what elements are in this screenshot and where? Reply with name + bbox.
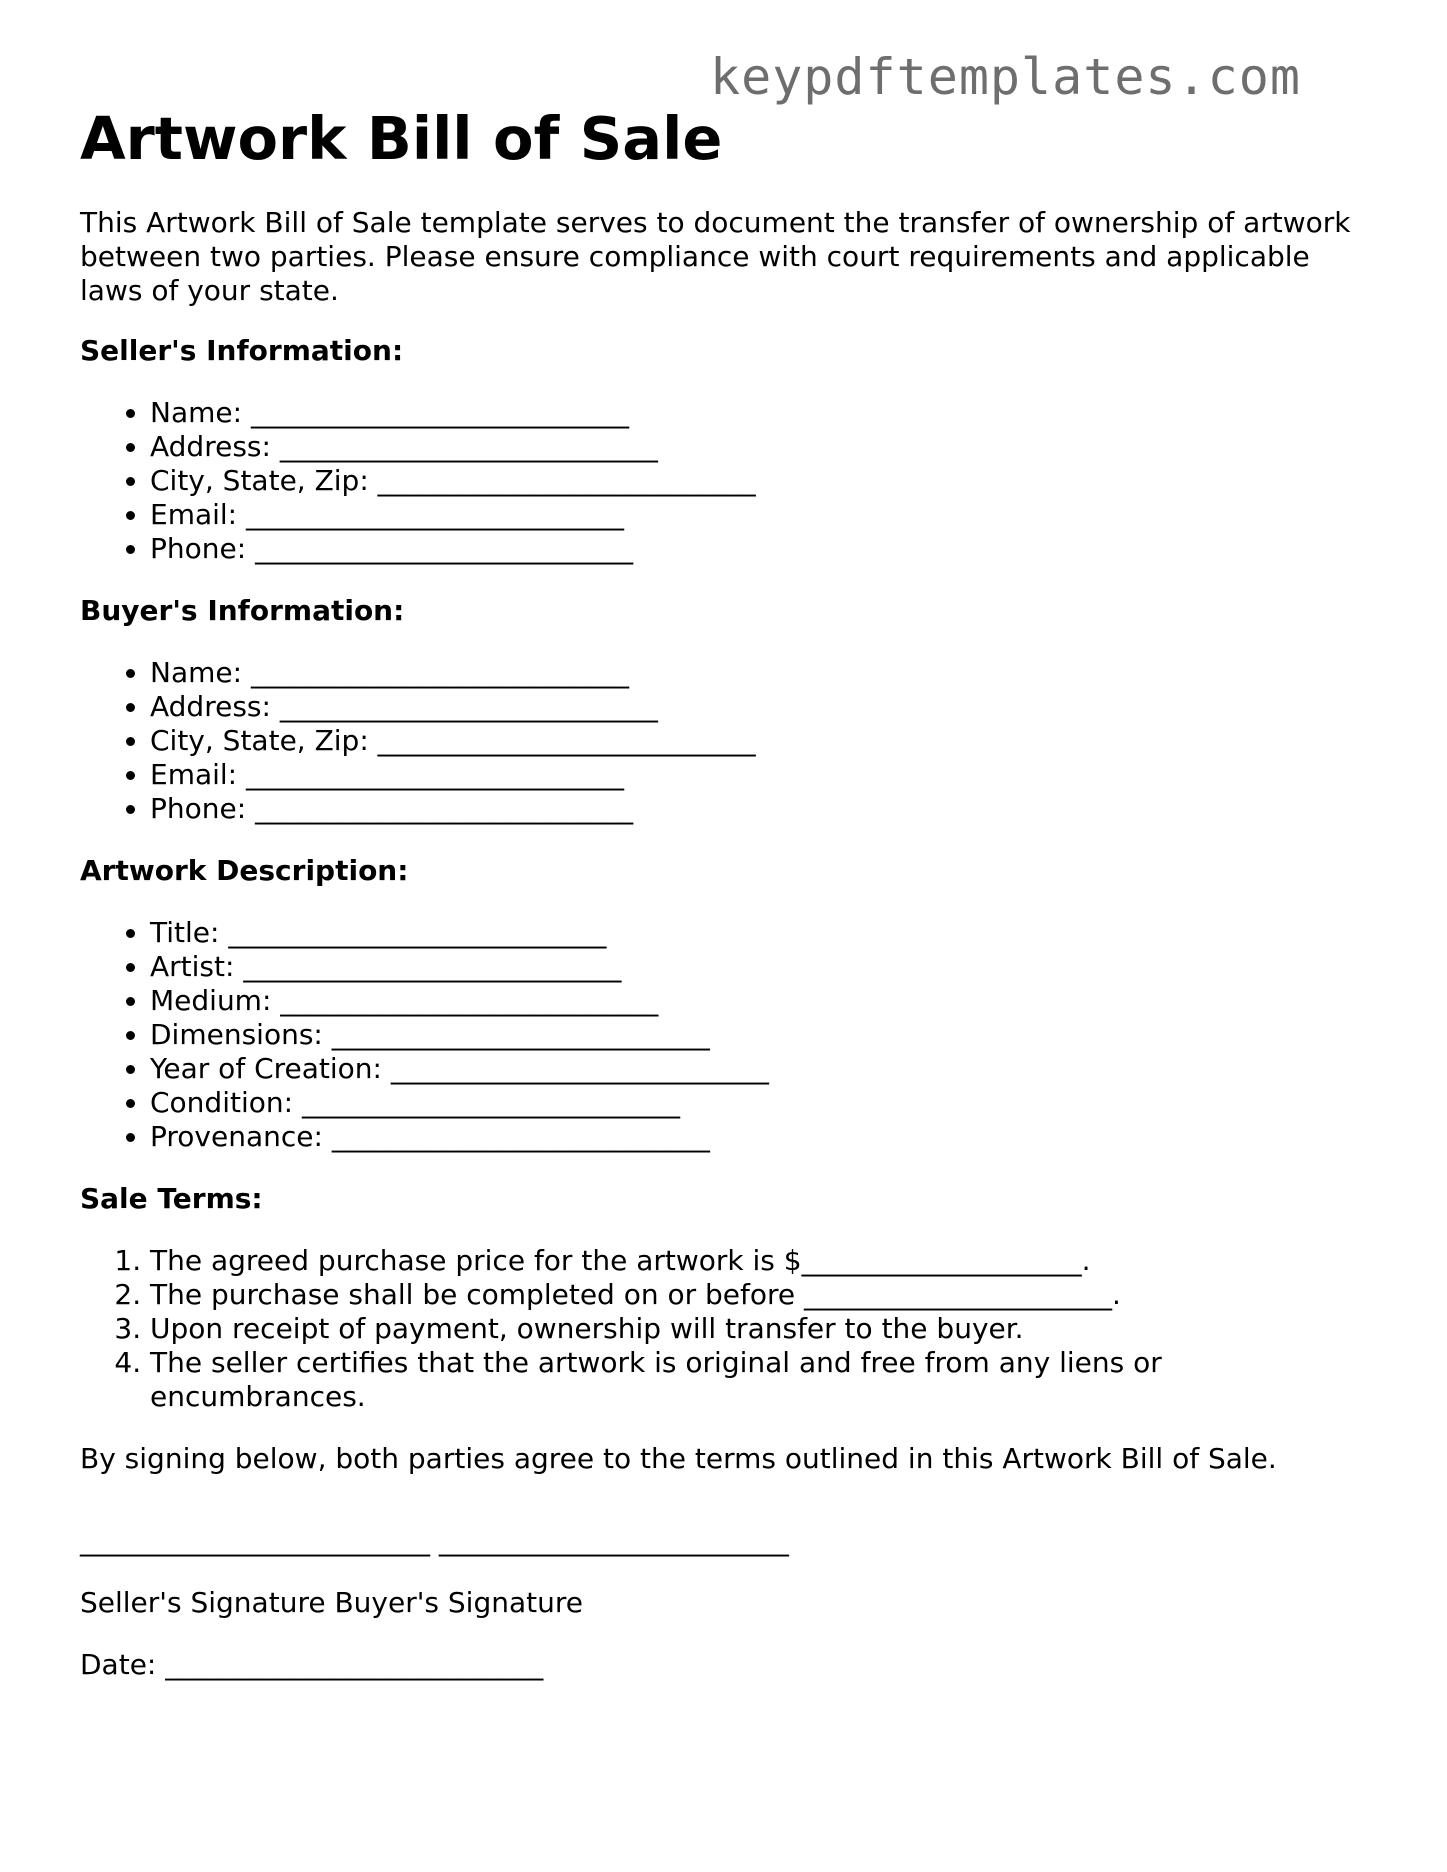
closing-statement: By signing below, both parties agree to the terms outlined in this Artwork Bill of Sale. — [80, 1442, 1277, 1475]
term-seller-certification: 4. The seller certifies that the artwork is original and free from any liens or encumbrances. — [150, 1346, 1380, 1414]
artwork-title-field: • Title: ___________________________ — [150, 916, 1380, 950]
term-purchase-price: 1. The agreed purchase price for the artwork is $____________________. — [150, 1244, 1380, 1278]
artwork-condition-field: • Condition: ___________________________ — [150, 1086, 1380, 1120]
watermark: keypdftemplates.com — [710, 48, 1301, 106]
seller-email-field: • Email: ___________________________ — [150, 498, 1380, 532]
date-field: Date: ___________________________ — [80, 1648, 544, 1681]
artwork-medium-field: • Medium: ___________________________ — [150, 984, 1380, 1018]
document-body — [80, 206, 1380, 1682]
term-ownership-transfer: 3. Upon receipt of payment, ownership will transfer to the buyer. — [150, 1312, 1380, 1346]
buyer-list — [80, 656, 1380, 826]
page-title: Artwork Bill of Sale — [80, 104, 723, 173]
buyer-email-field: • Email: ___________________________ — [150, 758, 1380, 792]
artwork-year-field: • Year of Creation: ___________________________ — [150, 1052, 1380, 1086]
seller-name-field: • Name: ___________________________ — [150, 396, 1380, 430]
seller-list — [80, 396, 1380, 566]
buyer-phone-field: • Phone: ___________________________ — [150, 792, 1380, 826]
artwork-artist-field: • Artist: ___________________________ — [150, 950, 1380, 984]
term-completion-date: 2. The purchase shall be completed on or before ______________________. — [150, 1278, 1380, 1312]
artwork-dimensions-field: • Dimensions: ___________________________ — [150, 1018, 1380, 1052]
seller-phone-field: • Phone: ___________________________ — [150, 532, 1380, 566]
buyer-name-field: • Name: ___________________________ — [150, 656, 1380, 690]
signature-labels: Seller's Signature Buyer's Signature — [80, 1586, 583, 1619]
buyer-heading: Buyer's Information: — [80, 594, 405, 627]
artwork-heading: Artwork Description: — [80, 854, 409, 887]
terms-heading: Sale Terms: — [80, 1182, 263, 1215]
artwork-provenance-field: • Provenance: ___________________________ — [150, 1120, 1380, 1154]
seller-city-state-zip-field: • City, State, Zip: ___________________________ — [150, 464, 1380, 498]
buyer-address-field: • Address: ___________________________ — [150, 690, 1380, 724]
seller-heading: Seller's Information: — [80, 334, 404, 367]
buyer-city-state-zip-field: • City, State, Zip: ___________________________ — [150, 724, 1380, 758]
intro-paragraph: This Artwork Bill of Sale template serves to document the transfer of ownership of artwork between two parties. Please ensure compliance with court requirements and applicable laws of your state. — [80, 206, 1351, 307]
signature-lines: _________________________ _________________________ — [80, 1524, 789, 1557]
terms-list — [80, 1244, 1380, 1414]
artwork-list — [80, 916, 1380, 1154]
seller-address-field: • Address: ___________________________ — [150, 430, 1380, 464]
